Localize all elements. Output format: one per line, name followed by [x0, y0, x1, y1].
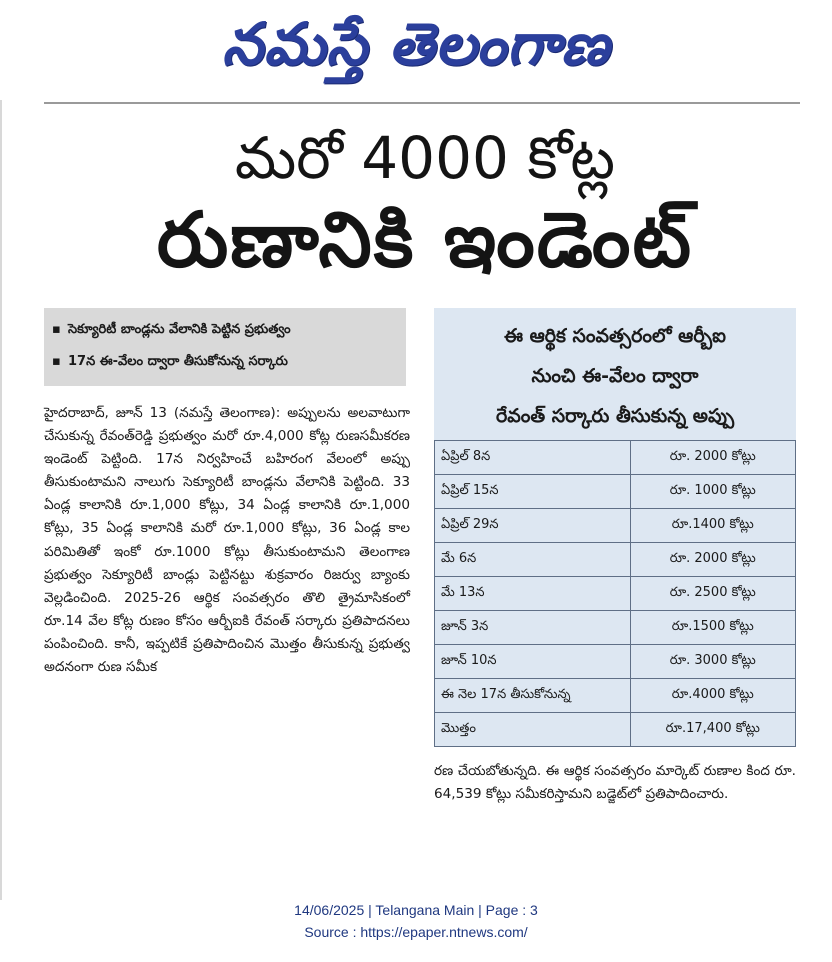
newspaper-masthead: నమస్తే తెలంగాణ: [222, 10, 610, 78]
table-row: [435, 577, 796, 611]
highlight-text: సెక్యూరిటీ బాండ్లను వేలానికి పెట్టిన ప్రభుత్వం: [68, 322, 291, 337]
loan-box-title-line: ఈ ఆర్థిక సంవత్సరంలో ఆర్బీఐ: [504, 325, 726, 347]
table-row: [435, 611, 796, 645]
table-row: [435, 645, 796, 679]
loan-total-amount: రూ.17,400 కోట్లు: [630, 713, 795, 747]
loan-date: జూన్ 10న: [435, 645, 631, 679]
loan-date: ఈ నెల 17న తీసుకోనున్న: [435, 679, 631, 713]
article-body: హైదరాబాద్, జూన్ 13 (నమస్తే తెలంగాణ): అప్పులను అలవాటుగా చేసుకున్న రేవంత్‌రెడ్డి ప్రభుత్వం మరో రూ.4,000 కోట్ల రుణసమీకరణ ఇండెంట్ పెట్టింది. 17న నిర్వహించే బహిరంగ వేలంలో అప్పు తీసుకుంటామని నాలుగు సెక్యూరిటీ బాండ్లను వేలానికి పెట్టింది. 33 ఏండ్ల కాలానికి రూ.1,000 కోట్లు, 34 ఏండ్ల కాలానికి రూ.1,000 కోట్లు, 35 ఏండ్ల కాలానికి మరో రూ.1,000 కోట్లు, 36 ఏండ్ల కాల పరిమితితో ఇంకో రూ.1000 కోట్లు తీసుకుంటామని తెలంగాణ ప్రభుత్వం సెక్యూరిటీ బాండ్లు పెట్టినట్టు శుక్రవారం రిజర్వు బ్యాంకు వెల్లడించింది. 2025-26 ఆర్థిక సంవత్సరం తొలి త్రైమాసికంలో రూ.14 వేల కోట్ల రుణం కోసం ఆర్బీఐకి రేవంత్ సర్కారు ప్రతిపాదనలు పంపించింది. కానీ, ఇప్పటికే ప్రతిపాదించిన మొత్తం తీసుకున్న ప్రభుత్వ అదనంగా రుణ సమీక: [44, 405, 410, 676]
loan-amount: రూ.4000 కోట్లు: [630, 679, 795, 713]
loan-amount: రూ. 2000 కోట్లు: [630, 441, 795, 475]
highlight-item: [52, 314, 398, 346]
loan-date: ఏప్రిల్ 15న: [435, 475, 631, 509]
loan-box-title-line: నుంచి ఈ-వేలం ద్వారా: [531, 365, 699, 387]
loan-amount: రూ. 1000 కోట్లు: [630, 475, 795, 509]
table-row: [435, 475, 796, 509]
loan-date: మే 6న: [435, 543, 631, 577]
loan-date: ఏప్రిల్ 8న: [435, 441, 631, 475]
table-row: [435, 509, 796, 543]
table-row: [435, 441, 796, 475]
loan-box-title-line: రేవంత్ సర్కారు తీసుకున్న అప్పు: [495, 405, 735, 427]
highlights-box: [44, 308, 406, 386]
loan-amount: రూ. 2500 కోట్లు: [630, 577, 795, 611]
footer-source-link[interactable]: Source : https://epaper.ntnews.com/: [304, 924, 528, 940]
highlight-text: 17న ఈ-వేలం ద్వారా తీసుకోనున్న సర్కారు: [68, 354, 288, 369]
loan-date: మే 13న: [435, 577, 631, 611]
bullet-icon: ▪: [52, 354, 61, 369]
loan-amount: రూ.1400 కోట్లు: [630, 509, 795, 543]
table-row-total: [435, 713, 796, 747]
page-edge-rule: [0, 100, 2, 900]
loan-amount: రూ. 2000 కోట్లు: [630, 543, 795, 577]
article-continuation: రణ చేయబోతున్నది. ఈ ఆర్థిక సంవత్సరం మార్కెట్ రుణాల కింద రూ. 64,539 కోట్లు సమీకరిస్తామని బడ్జెట్‌లో ప్రతిపాదించారు.: [434, 763, 796, 803]
footer-edition-info: 14/06/2025 | Telangana Main | Page : 3: [294, 902, 538, 918]
loan-amount: రూ. 3000 కోట్లు: [630, 645, 795, 679]
highlight-item: [52, 346, 398, 378]
loan-info-box: [434, 308, 796, 744]
masthead-divider: [44, 102, 800, 104]
loan-total-label: మొత్తం: [435, 713, 631, 747]
table-row: [435, 679, 796, 713]
loan-amount: రూ.1500 కోట్లు: [630, 611, 795, 645]
headline-line-1: మరో 4000 కోట్ల: [234, 124, 616, 192]
loan-date: ఏప్రిల్ 29న: [435, 509, 631, 543]
table-row: [435, 543, 796, 577]
bullet-icon: ▪: [52, 322, 61, 337]
loan-box-title: [434, 316, 796, 436]
loan-date: జూన్ 3న: [435, 611, 631, 645]
headline-line-2: రుణానికి ఇండెంట్: [156, 195, 694, 284]
loan-table: [434, 440, 796, 747]
